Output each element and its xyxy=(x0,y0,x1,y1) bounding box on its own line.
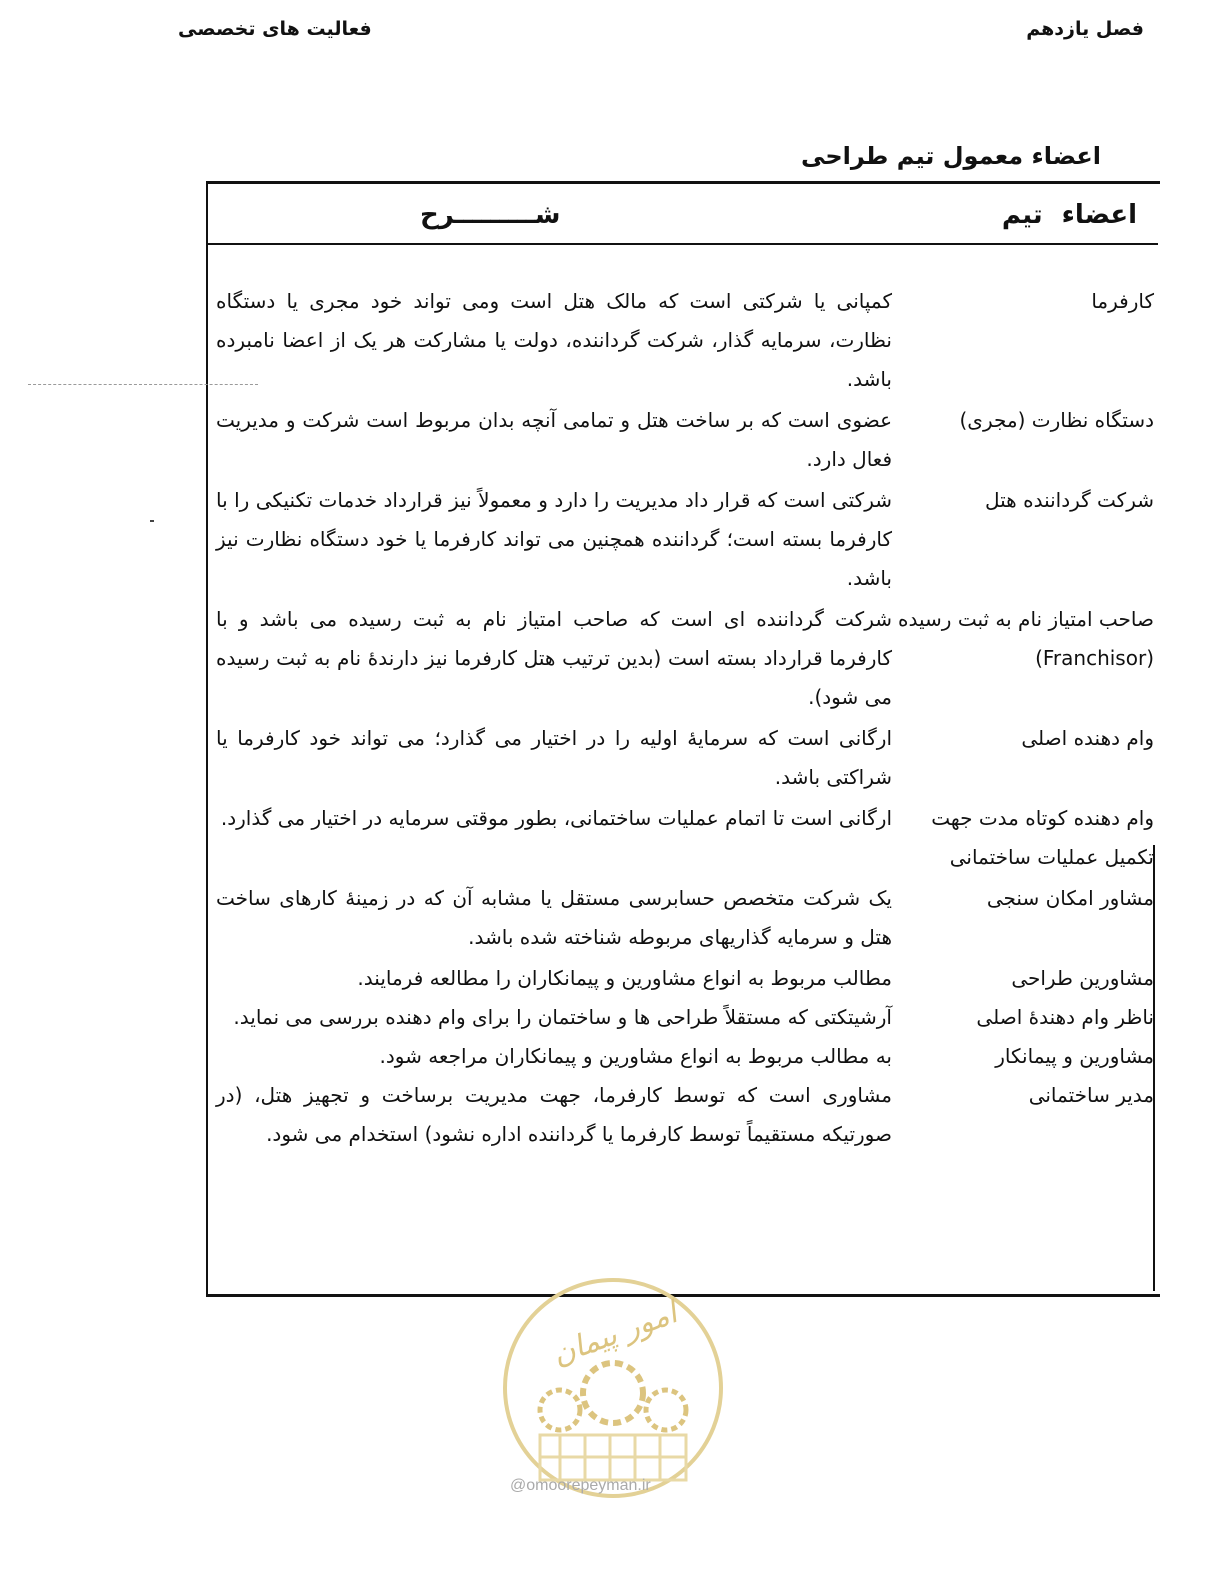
member-cell: شرکت گرداننده هتل xyxy=(985,488,1154,512)
description-cell: عضوی است که بر ساخت هتل و تمامی آنچه بدان مربوط است شرکت و مدیریت فعال دارد. xyxy=(216,408,892,471)
scan-margin-mark xyxy=(28,384,258,385)
watermark-stamp-logo xyxy=(500,1275,726,1501)
table-row xyxy=(210,879,1154,957)
member-cell: صاحب امتیاز نام به ثبت رسیده (Franchisor) xyxy=(898,607,1154,670)
description-cell: شرکت گرداننده ای است که صاحب امتیاز نام به ثبت رسیده می باشد و با کارفرما قرارداد بسته است (بدین ترتیب هتل کارفرما نیز دارندهٔ نام به ثبت رسیده می شود). xyxy=(216,607,892,709)
running-head-topic: فعالیت های تخصصی xyxy=(178,18,372,40)
description-cell: یک شرکت متخصص حسابرسی مستقل یا مشابه آن که در زمینهٔ کارهای ساخت هتل و سرمایه گذاریهای مربوطه شناخته شده باشد. xyxy=(216,886,892,949)
description-cell: ارگانی است که سرمایهٔ اولیه را در اختیار می گذارد؛ می تواند خود کارفرما یا شراکتی باشد. xyxy=(216,726,892,789)
table-body xyxy=(210,282,1154,1154)
member-cell: ناظر وام دهندهٔ اصلی xyxy=(976,1005,1154,1029)
watermark-stamp-text: امور پیمان xyxy=(547,1295,682,1373)
description-cell: مشاوری است که توسط کارفرما، جهت مدیریت برساخت و تجهیز هتل، (در صورتیکه مستقیماً توسط کارفرما یا گرداننده اداره نشود) استخدام می شود. xyxy=(216,1083,892,1146)
header-rule xyxy=(206,243,1158,245)
column-header-description: شـــــــــرح xyxy=(420,200,561,230)
watermark-url: @omoorepeyman.ir xyxy=(510,1477,651,1494)
table-row xyxy=(210,719,1154,797)
description-cell: آرشیتکتی که مستقلاً طراحی ها و ساختمان را برای وام دهنده بررسی می نماید. xyxy=(233,1005,892,1029)
member-cell: وام دهنده کوتاه مدت جهت تکمیل عملیات ساختمانی xyxy=(931,806,1154,869)
member-cell: دستگاه نظارت (مجری) xyxy=(959,408,1154,432)
description-cell: شرکتی است که قرار داد مدیریت را دارد و معمولاً نیز قرارداد خدمات تکنیکی را با کارفرما بسته است؛ گرداننده همچنین می تواند کارفرما یا خود دستگاه نظارت نیز باشد. xyxy=(216,488,892,590)
member-cell: مشاورین طراحی xyxy=(1011,966,1154,990)
scan-margin-dot xyxy=(150,520,154,522)
table-row xyxy=(210,282,1154,399)
table-row xyxy=(210,1037,1154,1076)
table-row xyxy=(210,600,1154,717)
table-row xyxy=(210,959,1154,998)
member-cell: مدیر ساختمانی xyxy=(1028,1083,1154,1107)
member-cell: وام دهنده اصلی xyxy=(1021,726,1154,750)
description-cell: به مطالب مربوط به انواع مشاورین و پیمانکاران مراجعه شود. xyxy=(379,1044,892,1068)
member-cell: کارفرما xyxy=(1091,289,1154,313)
column-header-members: اعضاء تیم xyxy=(1001,200,1137,230)
table-row xyxy=(210,1076,1154,1154)
description-cell: ارگانی است تا اتمام عملیات ساختمانی، بطور موقتی سرمایه در اختیار می گذارد. xyxy=(220,806,892,830)
member-cell: مشاورین و پیمانکار xyxy=(995,1044,1154,1068)
table-row xyxy=(210,799,1154,877)
member-cell: مشاور امکان سنجی xyxy=(986,886,1154,910)
table-row xyxy=(210,481,1154,598)
table-row xyxy=(210,401,1154,479)
section-title: اعضاء معمول تیم طراحی xyxy=(801,142,1101,170)
running-head-chapter: فصل یازدهم xyxy=(1026,18,1144,40)
table-row xyxy=(210,998,1154,1037)
description-cell: کمپانی یا شرکتی است که مالک هتل است ومی تواند خود مجری یا دستگاه نظارت، سرمایه گذار، شرکت گرداننده، دولت یا مشارکت هر یک از اعضا نامبرده باشد. xyxy=(216,289,892,391)
description-cell: مطالب مربوط به انواع مشاورین و پیمانکاران را مطالعه فرمایند. xyxy=(357,966,892,990)
